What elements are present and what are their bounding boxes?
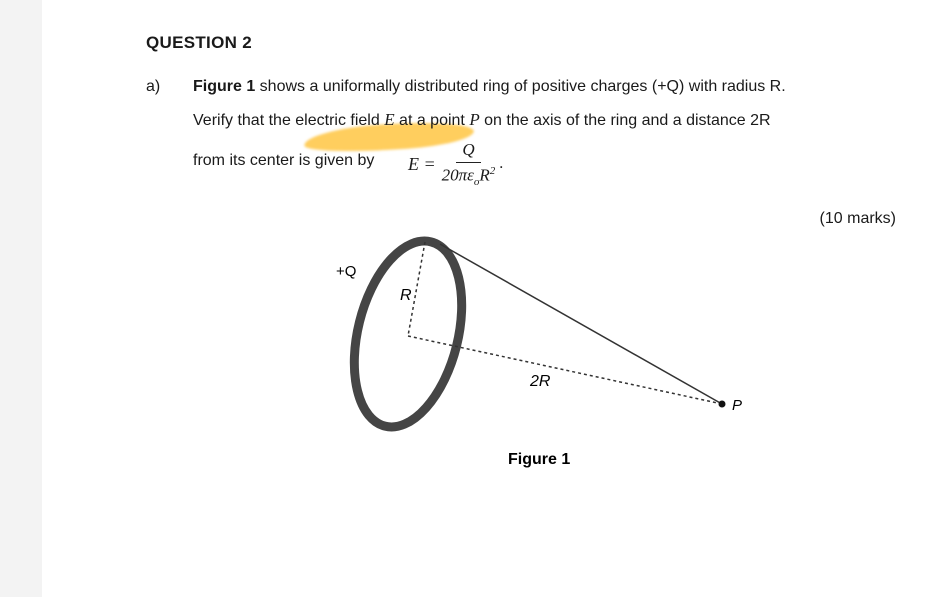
line2-text-c: on the axis of the ring and a distance 2R: [479, 112, 771, 129]
formula-lhs: E =: [408, 153, 436, 174]
den-subscript: o: [473, 176, 480, 189]
question-title: QUESTION 2: [146, 33, 252, 52]
radius-label: R: [400, 287, 412, 304]
charged-ring: [337, 230, 480, 439]
formula-period: .: [499, 155, 504, 173]
line2-text-b: at a point: [394, 112, 470, 129]
den-part-a: 20πε: [441, 165, 474, 185]
point-label: P: [732, 397, 743, 414]
ring-to-point-line: [440, 244, 722, 404]
question-line-3: from its center is given by: [193, 152, 375, 169]
figure-caption: Figure 1: [508, 451, 571, 468]
part-label: a): [146, 78, 161, 95]
charge-label: +Q: [336, 263, 357, 280]
figure-reference: Figure 1: [193, 78, 256, 95]
den-superscript: 2: [489, 165, 496, 177]
line2-text-a: Verify that the electric field: [193, 112, 385, 129]
symbol-e: E: [384, 110, 395, 129]
axis-line: [408, 336, 722, 404]
line1-text: shows a uniformally distributed ring of positive charges (+Q) with radius R.: [255, 78, 786, 95]
marks-label: (10 marks): [819, 210, 896, 227]
point-p-dot: [719, 401, 726, 408]
formula-numerator: Q: [456, 140, 480, 163]
symbol-p: P: [469, 110, 480, 129]
distance-label: 2R: [530, 373, 551, 390]
den-part-b: R: [479, 165, 490, 185]
